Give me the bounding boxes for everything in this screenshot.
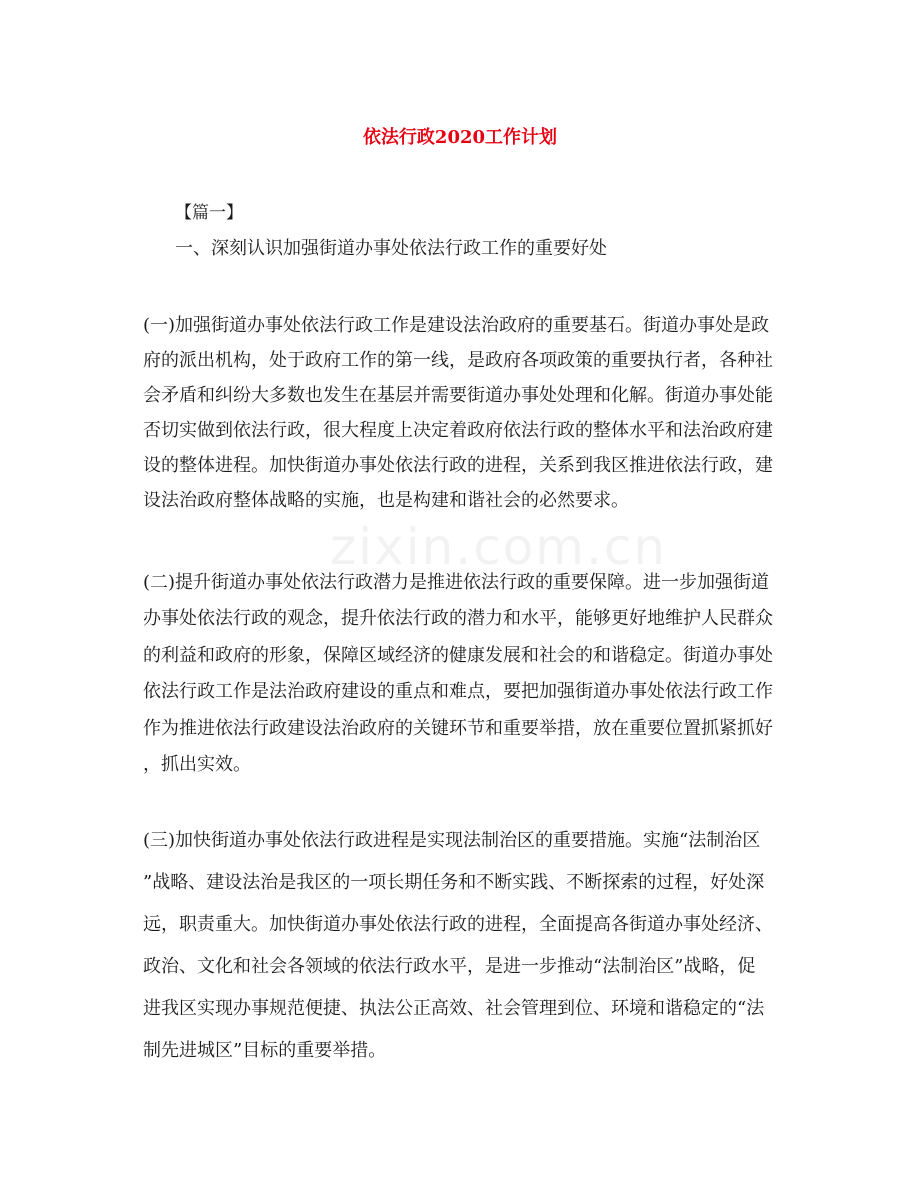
paragraph-1	[143, 308, 773, 518]
paragraph-line: 远，职责重大。加快街道办事处依法行政的进程，全面提高各街道办事处经济、	[143, 914, 773, 935]
paragraph-line: ，抓出实效。	[143, 753, 251, 775]
paragraph-line: 依法行政工作是法治政府建设的重点和难点，要把加强街道办事处依法行政工作	[143, 681, 773, 703]
paragraph-line: 制先进城区”目标的重要举措。	[143, 1040, 387, 1061]
paragraph-line: 会矛盾和纠纷大多数也发生在基层并需要街道办事处处理和化解。街道办事处能	[143, 385, 773, 406]
paragraph-line: 的利益和政府的形象，保障区域经济的健康发展和社会的和谐稳定。街道办事处	[143, 644, 773, 666]
paragraph-line: ”战略、建设法治是我区的一项长期任务和不断实践、不断探索的过程，好处深	[143, 872, 765, 893]
paragraph-line: 府的派出机构，处于政府工作的第一线，是政府各项政策的重要执行者，各种社	[143, 350, 773, 371]
paragraph-line: 否切实做到依法行政，很大程度上决定着政府依法行政的整体水平和法治政府建	[143, 420, 773, 441]
paragraph-line: 设法治政府整体战略的实施，也是构建和谐社会的必然要求。	[143, 490, 629, 511]
paragraph-line: 进我区实现办事规范便捷、执法公正高效、社会管理到位、环境和谐稳定的“法	[143, 998, 765, 1019]
section-label: 【篇一】	[175, 203, 243, 223]
paragraph-line: (三)加快街道办事处依法行政进程是实现法制治区的重要措施。实施“法制治区	[143, 830, 761, 851]
paragraph-line: 作为推进依法行政建设法治政府的关键环节和重要举措，放在重要位置抓紧抓好	[143, 717, 773, 739]
paragraph-line: (二)提升街道办事处依法行政潜力是推进依法行政的重要保障。进一步加强街道	[143, 572, 770, 593]
paragraph-3	[143, 820, 773, 1072]
paragraph-line: (一)加强街道办事处依法行政工作是建设法治政府的重要基石。街道办事处是政	[143, 315, 770, 336]
watermark: zixin.com.cn	[330, 518, 668, 576]
section-heading: 一、深刻认识加强街道办事处依法行政工作的重要好处	[175, 238, 607, 259]
paragraph-2	[143, 565, 773, 783]
paragraph-line: 设的整体进程。加快街道办事处依法行政的进程，关系到我区推进依法行政，建	[143, 455, 773, 476]
paragraph-line: 办事处依法行政的观念，提升依法行政的潜力和水平，能够更好地维护人民群众	[143, 608, 773, 630]
paragraph-line: 政治、文化和社会各领域的依法行政水平，是进一步推动“法制治区”战略，促	[143, 956, 756, 977]
document-title: 依法行政2020工作计划	[362, 127, 558, 148]
